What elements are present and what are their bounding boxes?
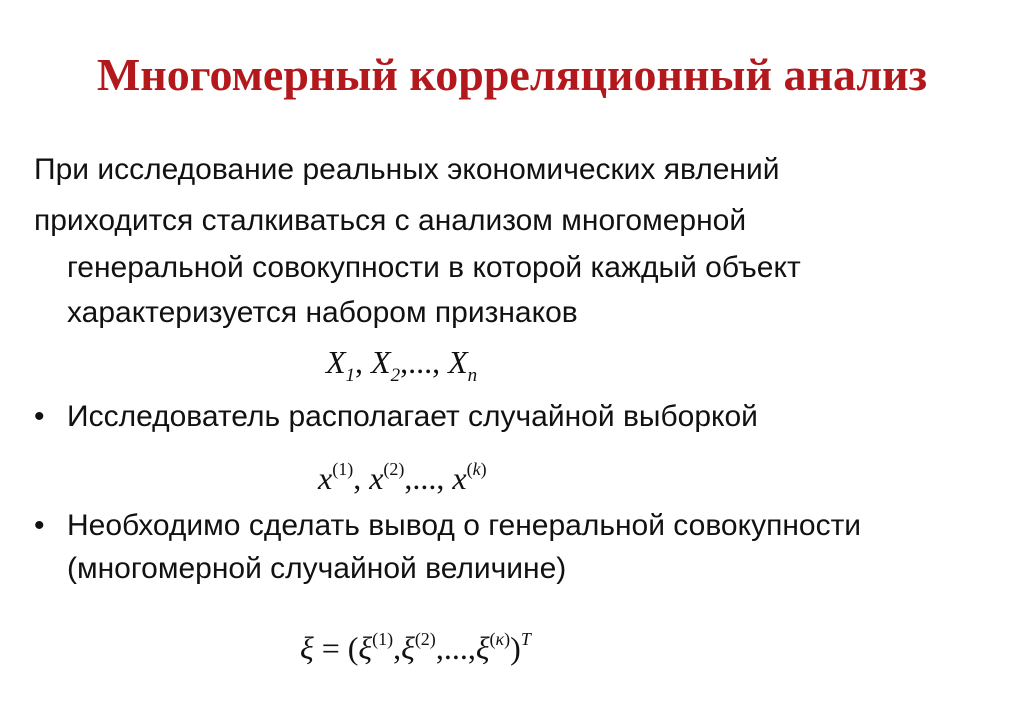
- bullet-1-text: Исследователь располагает случайной выборкой: [67, 400, 758, 433]
- bullet-marker: •: [34, 509, 45, 542]
- formula-sup: (2): [414, 629, 436, 649]
- formula-dots: ,...,: [400, 344, 441, 380]
- formula-sup: (1): [332, 459, 354, 479]
- sup-var: κ: [495, 629, 505, 649]
- bullet-marker: •: [34, 400, 45, 433]
- vector-formula: [300, 628, 531, 668]
- intro-line-4: характеризуется набором признаков: [67, 296, 578, 329]
- formula-dots: ,...,: [404, 460, 445, 496]
- formula-xi: ξ: [401, 630, 415, 666]
- transpose-t: T: [520, 629, 531, 649]
- sup-close: ): [504, 629, 511, 649]
- sup-var: k: [472, 459, 481, 479]
- formula-sup: (1): [372, 629, 394, 649]
- formula-x: x: [452, 460, 467, 496]
- sup-open: (: [489, 629, 496, 649]
- sup-open: (: [466, 459, 473, 479]
- formula-x: x: [369, 460, 384, 496]
- formula-sep: ,: [393, 630, 402, 666]
- formula-sup-k: [490, 629, 511, 649]
- formula-x: X: [371, 344, 391, 380]
- formula-close: ): [510, 630, 521, 666]
- formula-xi: ξ: [358, 630, 373, 666]
- formula-sup-k: [467, 459, 487, 479]
- formula-xi: ξ: [475, 630, 490, 666]
- sample-formula: [318, 458, 487, 498]
- intro-line-3: генеральной совокупности в которой каждый объект: [67, 251, 801, 284]
- sup-close: ): [480, 459, 487, 479]
- formula-sep: ,: [353, 460, 362, 496]
- formula-x: X: [448, 344, 468, 380]
- formula-sub: n: [467, 365, 478, 386]
- formula-dots: ,...,: [435, 630, 476, 666]
- formula-eq: = (: [313, 630, 359, 666]
- formula-x: X: [326, 344, 346, 380]
- formula-transpose: [521, 629, 531, 649]
- formula-sep: ,: [355, 344, 364, 380]
- slide-title: Многомерный корреляционный анализ: [96, 49, 928, 100]
- intro-line-1: При исследование реальных экономических явлений: [34, 153, 780, 186]
- formula-x: x: [318, 460, 333, 496]
- formula-sub: 2: [390, 365, 401, 386]
- formula-xi: ξ: [300, 630, 314, 666]
- formula-sup: (2): [383, 459, 405, 479]
- features-formula: [326, 342, 478, 386]
- formula-sub: 1: [345, 365, 356, 386]
- bullet-2-text-line-2: (многомерной случайной величине): [67, 552, 567, 585]
- intro-line-2: приходится сталкиваться с анализом многомерной: [34, 204, 747, 237]
- bullet-2-text-line-1: Необходимо сделать вывод о генеральной совокупности: [67, 509, 862, 542]
